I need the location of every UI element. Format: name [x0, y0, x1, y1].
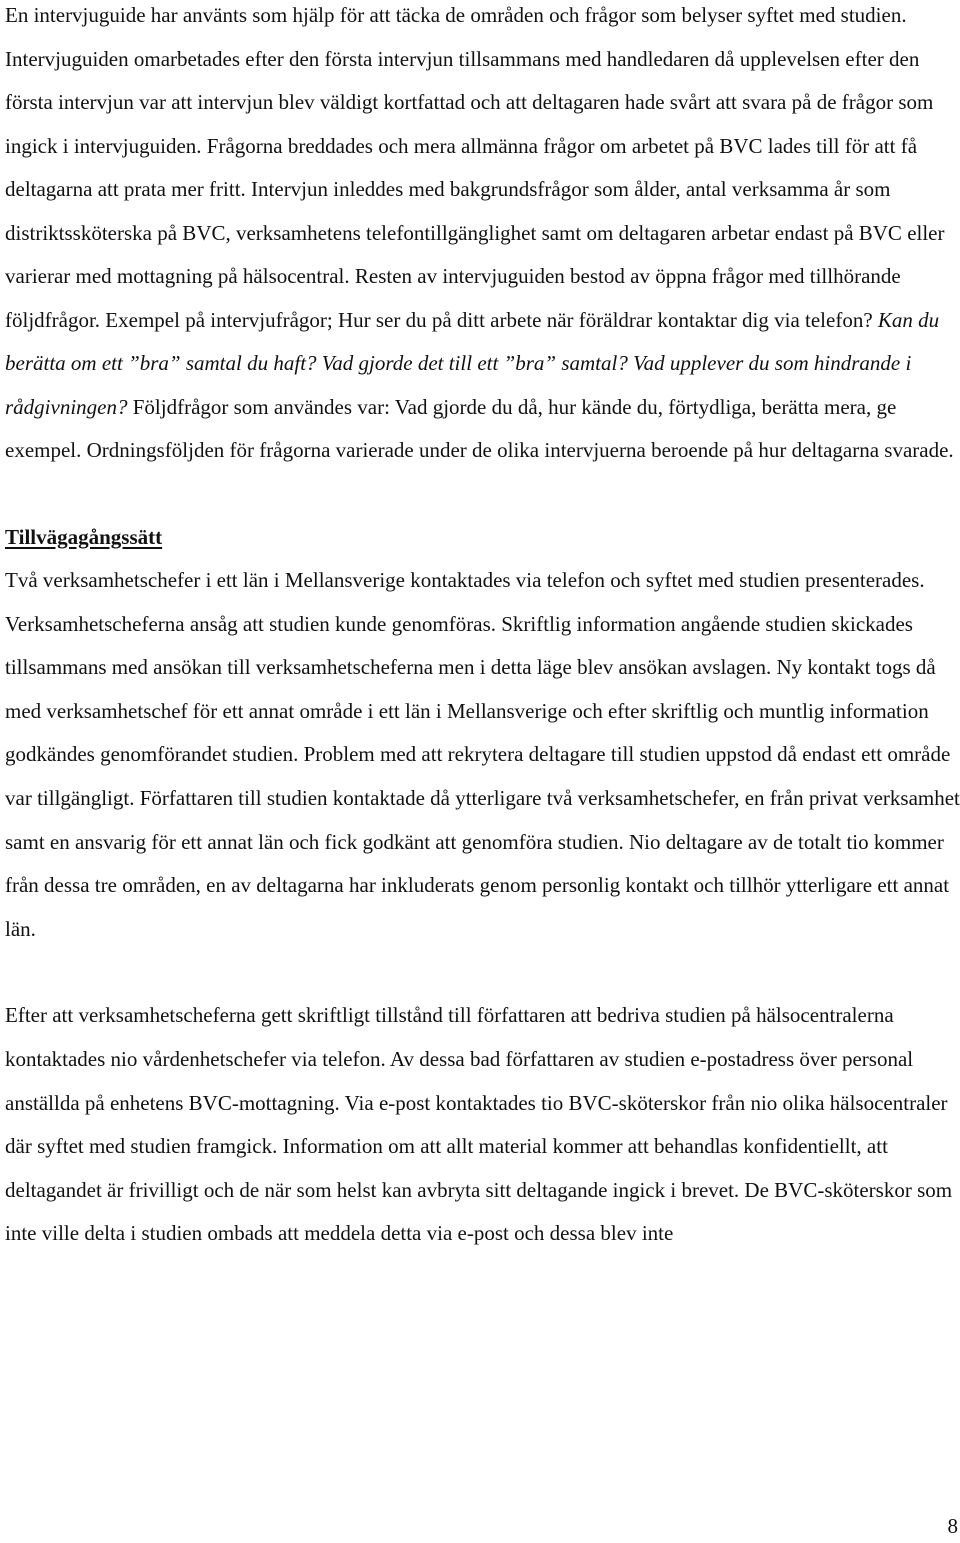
paragraph-gap: [5, 473, 960, 516]
paragraph-gap: [5, 951, 960, 994]
page-number: 8: [947, 1514, 958, 1538]
paragraph-interview-guide-text-a: En intervjuguide har använts som hjälp för att täcka de områden och frågor som belyser syftet med studien. Intervjuguiden omarbetades efter den första intervjun tillsammans med handledaren då upplevelsen efter den första intervjun var att intervjun blev väldigt kortfattad och att deltagaren hade svårt att svara på de frågor som ingick i intervjuguiden. Frågorna breddades och mera allmänna frågor om arbetet på BVC lades till för att få deltagarna att prata mer fritt. Intervjun inleddes med bakgrundsfrågor som ålder, antal verksamma år som distriktssköterska på BVC, verksamhetens telefontillgänglighet samt om deltagaren arbetar endast på BVC eller varierar med mottagning på hälsocentral. Resten av intervjuguiden bestod av öppna frågor med tillhörande följdfrågor. Exempel på intervjufrågor; Hur ser du på ditt arbete när föräldrar kontaktar dig via telefon?: [5, 3, 945, 332]
section-heading: Tillvägagångssätt: [5, 524, 163, 549]
paragraph-interview-guide-italic-questions: Kan du berätta om ett ”bra” samtal du haft? Vad gjorde det till ett ”bra” samtal? Vad upplever du som hindrande i rådgivningen?: [5, 307, 940, 419]
paragraph-procedure: Två verksamhetschefer i ett län i Mellansverige kontaktades via telefon och syftet med studien presenterades. Verksamhetscheferna ansåg att studien kunde genomföras. Skriftlig information angående studien skickades tillsammans med ansökan till verksamhetscheferna men i detta läge blev ansökan avslagen. Ny kontakt togs då med verksamhetschef för ett annat område i ett län i Mellansverige och efter skriftlig och muntlig information godkändes genomförandet studien. Problem med att rekrytera deltagare till studien uppstod då endast ett område var tillgängligt. Författaren till studien kontaktade då ytterligare två verksamhetschefer, en från privat verksamhet samt en ansvarig för ett annat län och fick godkänt att genomföra studien. Nio deltagare av de totalt tio kommer från dessa tre områden, en av deltagarna har inkluderats genom personlig kontakt och tillhör ytterligare ett annat län.: [5, 568, 960, 941]
paragraph-interview-guide: [5, 0, 960, 473]
document-page: [5, 0, 960, 1256]
paragraph-recruitment: Efter att verksamhetscheferna gett skriftligt tillstånd till författaren att bedriva studien på hälsocentralerna kontaktades nio vårdenhetschefer via telefon. Av dessa bad författaren av studien e-postadress över personal anställda på enhetens BVC-mottagning. Via e-post kontaktades tio BVC-sköterskor från nio olika hälsocentraler där syftet med studien framgick. Information om att allt material kommer att behandlas konfidentiellt, att deltagandet är frivilligt och de när som helst kan avbryta sitt deltagande ingick i brevet. De BVC-sköterskor som inte ville delta i studien ombads att meddela detta via e-post och dessa blev inte: [5, 1003, 953, 1246]
paragraph-interview-guide-text-b: Följdfrågor som användes var: Vad gjorde du då, hur kände du, förtydliga, berätta mera, ge exempel. Ordningsföljden för frågorna varierade under de olika intervjuerna beroende på hur deltagarna svarade.: [5, 394, 954, 462]
